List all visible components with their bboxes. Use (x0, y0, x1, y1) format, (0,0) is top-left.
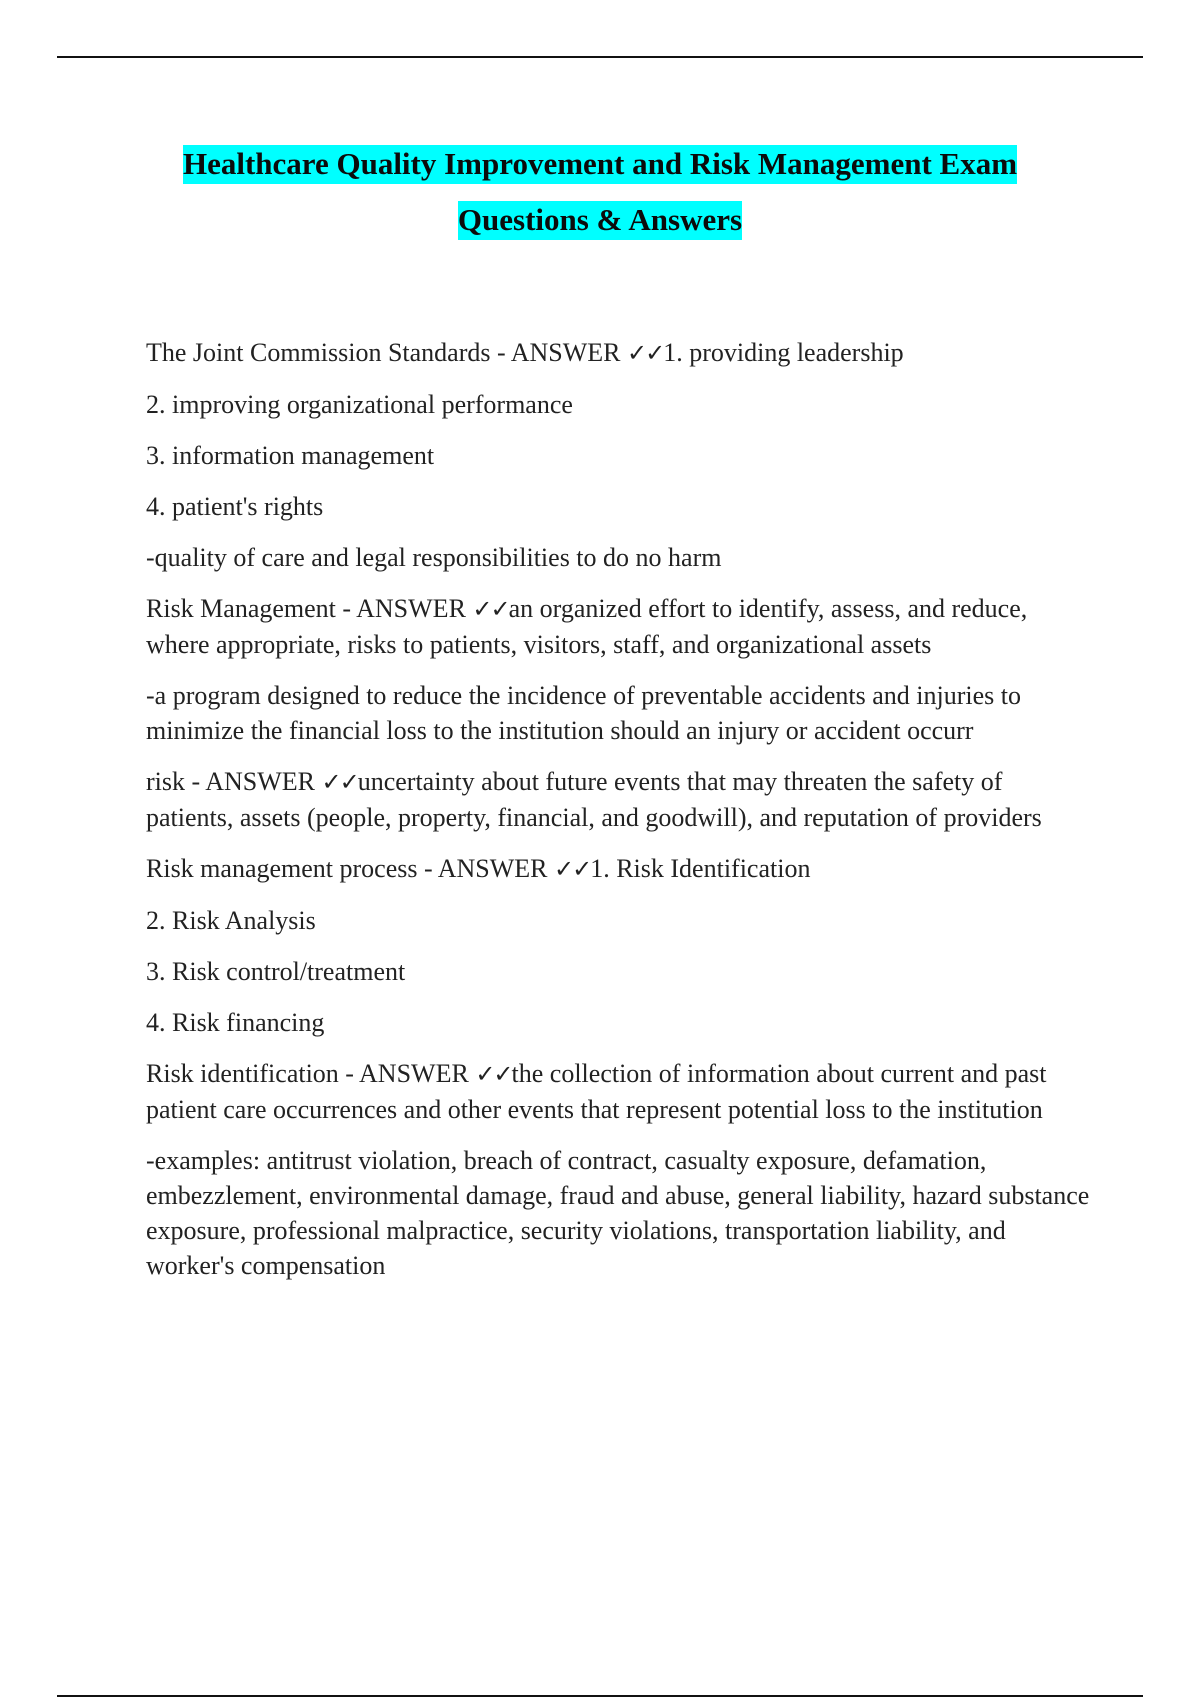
entry-term: The Joint Commission Standards - ANSWER (146, 338, 627, 367)
document-body (146, 335, 1096, 1299)
qa-entry (146, 764, 1096, 835)
double-check-icon: ✓✓ (472, 595, 509, 623)
bottom-rule (57, 1695, 1143, 1697)
entry-term: Risk management process - ANSWER (146, 854, 554, 883)
list-item: 2. improving organizational performance (146, 390, 573, 419)
double-check-icon: ✓✓ (554, 855, 591, 883)
qa-entry (146, 851, 1096, 887)
entry-answer: 1. providing leadership (663, 338, 904, 367)
entry-answer: uncertainty about future events that may threaten the safety of patients, assets (people, property, financial, and goodwill), and reputation of providers (146, 767, 1042, 832)
note-line: -a program designed to reduce the incidence of preventable accidents and injuries to minimize the financial loss to the institution should an injury or accident occurr (146, 681, 1021, 745)
double-check-icon: ✓✓ (321, 768, 358, 796)
entry-answer: the collection of information about current and past patient care occurrences and other events that represent potential loss to the institution (146, 1059, 1047, 1124)
double-check-icon: ✓✓ (475, 1060, 512, 1088)
note-line: -examples: antitrust violation, breach of contract, casualty exposure, defamation, embezzlement, environmental damage, fraud and abuse, general liability, hazard substance exposure, professional malpractice, security violations, transportation liability, and worker's compensation (146, 1146, 1090, 1280)
list-item: 3. information management (146, 441, 435, 470)
document-title (0, 136, 1200, 248)
entry-answer: 1. Risk Identification (590, 854, 811, 883)
double-check-icon: ✓✓ (627, 339, 664, 367)
list-item: 2. Risk Analysis (146, 906, 316, 935)
list-item: 4. patient's rights (146, 492, 324, 521)
title-line-1: Healthcare Quality Improvement and Risk Management Exam (183, 145, 1017, 184)
top-rule (57, 56, 1143, 58)
qa-entry (146, 1056, 1096, 1127)
entry-answer: an organized effort to identify, assess, and reduce, where appropriate, risks to patients, visitors, staff, and organizational assets (146, 594, 1028, 659)
entry-term: Risk identification - ANSWER (146, 1059, 476, 1088)
list-item: 4. Risk financing (146, 1008, 325, 1037)
entry-term: Risk Management - ANSWER (146, 594, 473, 623)
qa-entry (146, 591, 1096, 662)
qa-entry (146, 335, 1096, 371)
list-item: 3. Risk control/treatment (146, 957, 406, 986)
entry-term: risk - ANSWER (146, 767, 322, 796)
title-line-2: Questions & Answers (458, 201, 742, 240)
note-line: -quality of care and legal responsibilities to do no harm (146, 543, 722, 572)
